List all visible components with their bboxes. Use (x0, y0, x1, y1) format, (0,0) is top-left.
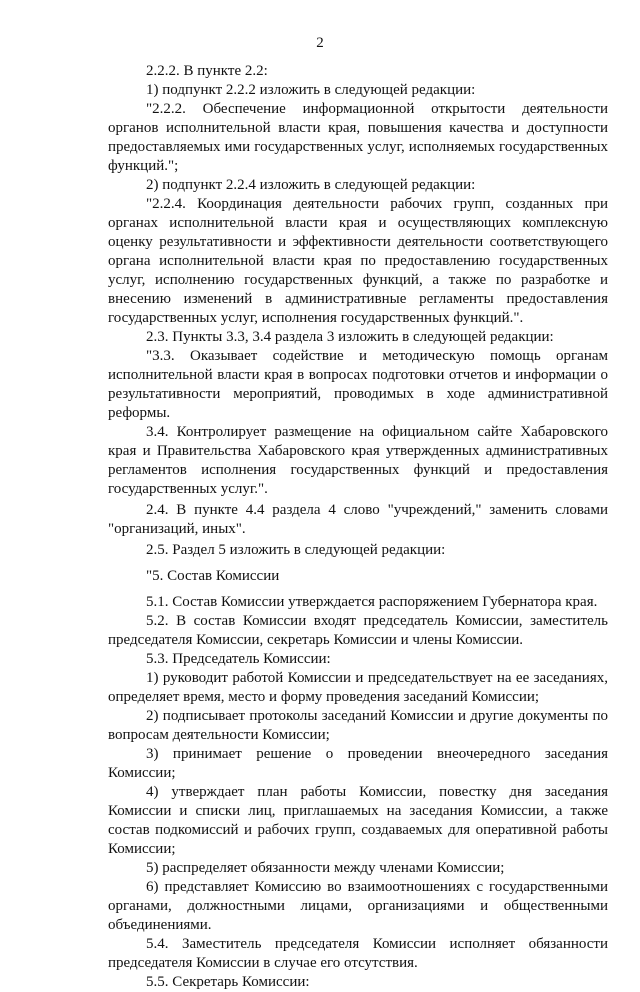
paragraph: "3.3. Оказывает содействие и методическую помощь органам исполнительной власти края в вопросах подготовки отчетов и информации о результативности мероприятий, проводимых в ходе административной реформы. (108, 348, 608, 421)
paragraph: 1) подпункт 2.2.2 изложить в следующей редакции: (146, 82, 476, 98)
paragraph: 2) подпункт 2.2.4 изложить в следующей редакции: (146, 177, 476, 193)
paragraph: 5.4. Заместитель председателя Комиссии исполняет обязанности председателя Комиссии в случае его отсутствия. (108, 936, 608, 971)
paragraph: 5.5. Секретарь Комиссии: (146, 974, 310, 990)
paragraph: 6) представляет Комиссию во взаимоотношениях с государственными органами, должностными лицами, организациями и общественными объединениями. (108, 879, 608, 933)
section-heading: "5. Состав Комиссии (146, 568, 280, 584)
paragraph: 5.2. В состав Комиссии входят председатель Комиссии, заместитель председателя Комиссии, секретарь Комиссии и члены Комиссии. (108, 613, 608, 648)
paragraph: 2.5. Раздел 5 изложить в следующей редакции: (146, 542, 446, 558)
paragraph: 2) подписывает протоколы заседаний Комиссии и другие документы по вопросам деятельности Комиссии; (108, 708, 608, 743)
paragraph: 4) утверждает план работы Комиссии, повестку дня заседания Комиссии и списки лиц, приглашаемых на заседания Комиссии, а также состав подкомиссий и рабочих групп, создаваемых для оперативной работы Комиссии; (108, 784, 608, 857)
paragraph: 5.3. Председатель Комиссии: (146, 651, 331, 667)
paragraph: "2.2.2. Обеспечение информационной открытости деятельности органов исполнительной власти края, повышения качества и доступности предоставляемых ими государственных услуг, исполняемых государственных функций."; (108, 101, 608, 174)
paragraph: 2.3. Пункты 3.3, 3.4 раздела 3 изложить в следующей редакции: (146, 329, 554, 345)
paragraph: 1) руководит работой Комиссии и председательствует на ее заседаниях, определяет время, место и форму проведения заседаний Комиссии; (108, 670, 608, 705)
paragraph: 2.2.2. В пункте 2.2: (146, 63, 268, 79)
paragraph: 3.4. Контролирует размещение на официальном сайте Хабаровского края и Правительства Хабаровского края утвержденных административных регламентов исполнения государственных функций и предоставления государственных услуг.". (108, 424, 608, 497)
paragraph: 3) принимает решение о проведении внеочередного заседания Комиссии; (108, 746, 608, 781)
paragraph: 5) распределяет обязанности между членами Комиссии; (146, 860, 505, 876)
paragraph: 2.4. В пункте 4.4 раздела 4 слово "учреждений," заменить словами "организаций, иных". (108, 502, 608, 537)
paragraph: "2.2.4. Координация деятельности рабочих групп, созданных при органах исполнительной власти края и осуществляющих комплексную оценку результативности и эффективности деятельности соответствующего органа исполнительной власти края по предоставлению государственных услуг, исполнению государственных функций, а также по разработке и внесению изменений в административные регламенты предоставления государственных услуг, исполнения государственных функций.". (108, 196, 608, 326)
document-body (108, 62, 608, 992)
paragraph: 5.1. Состав Комиссии утверждается распоряжением Губернатора края. (146, 594, 598, 610)
page-number: 2 (316, 35, 324, 51)
